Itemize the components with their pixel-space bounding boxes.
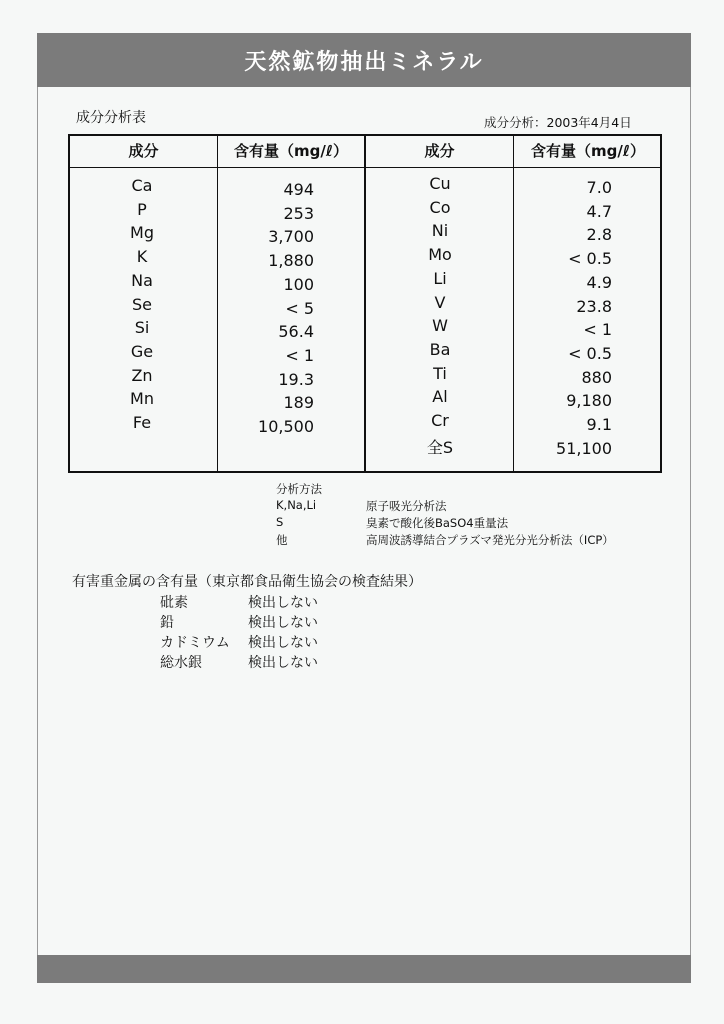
method-name: 臭素で酸化後BaSO4重量法 [366,516,509,530]
document-title: 天然鉱物抽出ミネラル [244,49,484,75]
element-symbol: Ge [130,341,154,361]
element-symbol: Ba [429,339,451,359]
element-symbol: Cu [429,174,451,193]
heavy-metal-name: 鉛 [160,615,174,631]
content-value: 56.4 [278,322,314,342]
content-value: < 0.5 [568,343,612,363]
element-symbol: Al [432,387,448,407]
table-caption: 成分分析表 [76,110,146,126]
content-value: 2.8 [586,225,612,245]
content-value: 9,180 [566,391,612,411]
heavy-metal-name: カドミウム [160,635,230,651]
element-symbol: Li [433,268,447,288]
method-target: K,Na,Li [276,498,317,512]
content-value: 100 [283,274,314,294]
heavy-metal-result: 検出しない [248,595,318,611]
element-symbol: Cr [431,411,449,430]
table-center-divider [364,136,366,471]
heavy-metal-result: 検出しない [248,615,318,631]
header-component-left: 成分 [128,142,159,160]
header-content-left: 含有量（mg/ℓ） [234,142,348,160]
content-value: 3,700 [268,227,314,247]
table-divider [217,136,218,471]
content-value: 253 [283,203,314,223]
content-value: 19.3 [278,369,314,389]
heavy-metal-result: 検出しない [248,635,318,651]
heavy-metal-name: 砒素 [160,595,188,611]
content-value: 7.0 [586,178,612,197]
content-value: < 0.5 [568,249,612,269]
analysis-date: 成分分析：2003年4月4日 [484,115,632,130]
method-name: 高周波誘導結合プラズマ発光分光分析法（ICP） [366,533,614,547]
element-symbol: Na [131,270,153,290]
element-symbol: Si [134,318,150,338]
content-value: < 1 [285,345,314,365]
content-value: 10,500 [258,417,314,436]
method-target: S [276,515,284,529]
header-content-right: 含有量（mg/ℓ） [531,142,645,160]
element-symbol: Mn [130,389,154,409]
element-symbol: Fe [132,413,152,432]
element-symbol: Mg [130,223,154,243]
content-value: < 1 [583,320,612,340]
content-value: 23.8 [576,296,612,316]
heavy-metal-result: 検出しない [248,655,318,671]
element-symbol: Ni [431,221,449,241]
heavy-metals-heading: 有害重金属の含有量（東京都食品衛生協会の検査結果） [72,574,422,590]
content-value: 4.9 [586,272,612,292]
title-bar [37,33,691,87]
element-symbol: 全S [426,437,454,457]
method-target: 他 [276,533,288,547]
content-value: 9.1 [586,415,612,434]
element-symbol: Zn [131,365,153,385]
element-symbol: Ca [131,176,153,195]
element-symbol: Se [132,294,152,314]
content-value: 51,100 [556,438,612,458]
element-symbol: Co [429,197,451,217]
content-value: 189 [283,393,314,413]
content-value: 880 [581,367,612,387]
header-component-right: 成分 [424,142,455,160]
heavy-metal-name: 総水銀 [160,655,202,671]
content-value: < 5 [285,298,314,318]
element-symbol: K [136,247,148,267]
element-symbol: W [432,316,448,336]
element-symbol: P [137,199,147,219]
element-symbol: Ti [433,363,447,383]
table-header-rule [70,167,660,168]
element-symbol: V [434,292,446,312]
method-name: 原子吸光分析法 [366,499,447,513]
footer-bar [37,955,691,983]
content-value: 1,880 [268,251,314,271]
content-value: 4.7 [586,201,612,221]
content-value: 494 [283,180,314,199]
methods-heading: 分析方法 [276,482,322,496]
table-divider [513,136,514,471]
element-symbol: Mo [428,245,452,265]
composition-table [68,134,662,473]
